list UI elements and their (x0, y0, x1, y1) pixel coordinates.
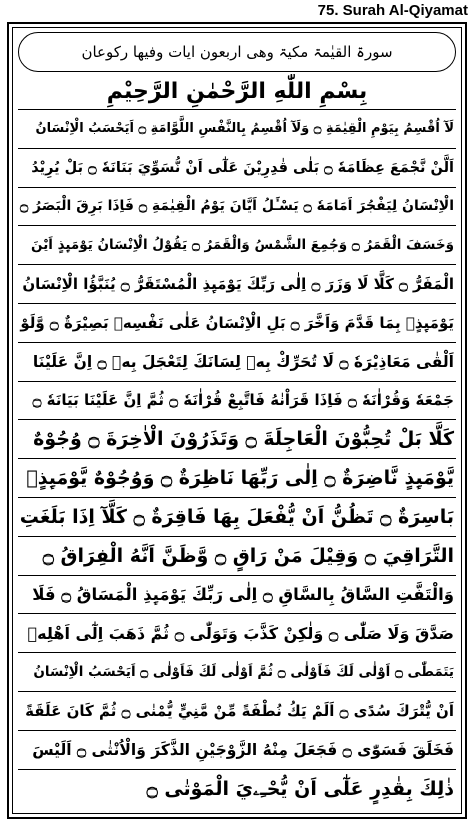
verse-line: يَتَمَطّٰى ۝ اَوْلٰى لَكَ فَاَوْلٰى ۝ ثُمَّ اَوْلٰى لَكَ فَاَوْلٰى ۝ اَيَحْسَبُ الْاِنْسَانُ (18, 653, 456, 692)
verse-line: يَّوْمَىِٕذٍ نَّاضِرَةٌ ۝ اِلٰى رَبِّهَا نَاظِرَةٌ ۝ وَوُجُوْهٌ يَّوْمَىِٕذٍۭ (18, 459, 456, 498)
verse-line: فَخَلَقَ فَسَوّٰى ۝ فَجَعَلَ مِنْهُ الزَّوْجَيْنِ الذَّكَرَ وَالْاُنْثٰى ۝ اَلَيْسَ (18, 731, 456, 770)
verse-line: يَوْمَىِٕذٍۭ بِمَا قَدَّمَ وَاَخَّرَ ۝ بَلِ الْاِنْسَانُ عَلٰى نَفْسِهٖ بَصِيْرَةٌ ۝ وَّلَوْ (18, 304, 456, 343)
verse-line: اَلْقٰى مَعَاذِيْرَهٗ ۝ لَا تُحَرِّكْ بِهٖ لِسَانَكَ لِتَعْجَلَ بِهٖ ۝ اِنَّ عَلَيْنَا (18, 343, 456, 382)
verse-line: بَاسِرَةٌ ۝ تَظُنُّ اَنْ يُّفْعَلَ بِهَا فَاقِرَةٌ ۝ كَلَّآ اِذَا بَلَغَتِ (18, 498, 456, 537)
verse-line: جَمْعَهٗ وَقُرْاٰنَهٗ ۝ فَاِذَا قَرَاْنٰهُ فَاتَّبِعْ قُرْاٰنَهٗ ۝ ثُمَّ اِنَّ عَلَيْنَا بَيَانَهٗ ۝ (18, 382, 456, 421)
verse-line: وَالْتَفَّتِ السَّاقُ بِالسَّاقِ ۝ اِلٰى رَبِّكَ يَوْمَىِٕذِ الْمَسَاقُ ۝ فَلَا (18, 576, 456, 615)
bismillah: بِسْمِ اللّٰهِ الرَّحْمٰنِ الرَّحِيْمِ (18, 74, 456, 110)
verse-line: اَنْ يُّتْرَكَ سُدًى ۝ اَلَمْ يَكُ نُطْفَةً مِّنْ مَّنِيٍّ يُّمْنٰى ۝ ثُمَّ كَانَ عَلَقَةً (18, 692, 456, 731)
surah-header (18, 32, 456, 72)
verse-line: لَآ اُقْسِمُ بِيَوْمِ الْقِيٰمَةِ ۝ وَلَآ اُقْسِمُ بِالنَّفْسِ اللَّوَّامَةِ ۝ اَيَحْسَبُ الْاِنْسَانُ (18, 110, 456, 149)
verse-lines (18, 110, 456, 808)
verse-line: ذٰلِكَ بِقٰدِرٍ عَلٰٓى اَنْ يُّحْـِۦيَ الْمَوْتٰى ۝ (146, 777, 454, 800)
verse-line: التَّرَاقِيَ ۝ وَقِيْلَ مَنْ رَاقٍ ۝ وَّظَنَّ اَنَّهُ الْفِرَاقُ ۝ (18, 537, 456, 576)
verse-line: الْمَفَرُّ ۝ كَلَّا لَا وَزَرَ ۝ اِلٰى رَبِّكَ يَوْمَىِٕذِ الْمُسْتَقَرُّ ۝ يُنَبَّؤُا الْاِنْسَانُ (18, 265, 456, 304)
surah-header-text: سورۃ القیٰمۃ مکیۃ وھی اربعون ایات وفیھا رکوعان (81, 43, 393, 61)
page-title: 75. Surah Al-Qiyamat (317, 2, 468, 19)
verse-line: وَخَسَفَ الْقَمَرُ ۝ وَجُمِعَ الشَّمْسُ وَالْقَمَرُ ۝ يَقُوْلُ الْاِنْسَانُ يَوْمَىِٕذٍ اَيْنَ (18, 226, 456, 265)
verse-line: كَلَّا بَلْ تُحِبُّوْنَ الْعَاجِلَةَ ۝ وَتَذَرُوْنَ الْاٰخِرَةَ ۝ وُجُوْهٌ (18, 420, 456, 459)
verse-line: صَدَّقَ وَلَا صَلّٰى ۝ وَلٰكِنْ كَذَّبَ وَتَوَلّٰى ۝ ثُمَّ ذَهَبَ اِلٰٓى اَهْلِهٖ (18, 614, 456, 653)
verse-line: اَلَّنْ نَّجْمَعَ عِظَامَهٗ ۝ بَلٰى قٰدِرِيْنَ عَلٰٓى اَنْ نُّسَوِّيَ بَنَانَهٗ ۝ بَلْ يُرِيْدُ (18, 149, 456, 188)
verse-line: الْاِنْسَانُ لِيَفْجُرَ اَمَامَهٗ ۝ يَسْـَٔلُ اَيَّانَ يَوْمُ الْقِيٰمَةِ ۝ فَاِذَا بَرِقَ الْبَصَرُ ۝ (18, 188, 456, 227)
